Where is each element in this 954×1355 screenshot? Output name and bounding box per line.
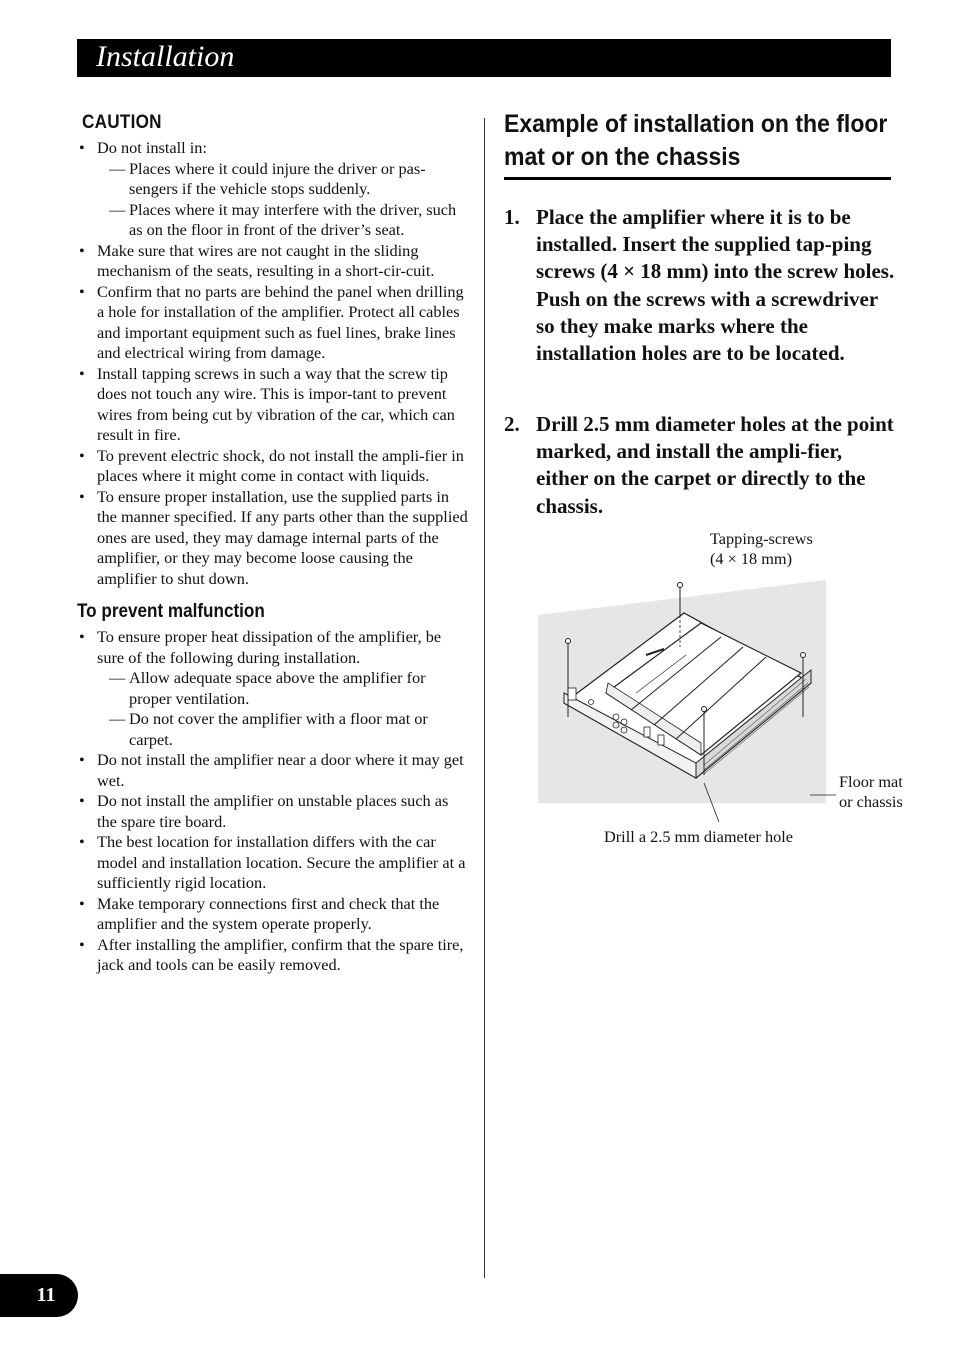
malfunction-item: • The best location for installation differs with the car model and installation location. Secure the amplifier at a sufficiently rigid location. <box>77 832 469 894</box>
malfunction-item-text: To ensure proper heat dissipation of the amplifier, be sure of the following during installation. <box>97 627 442 667</box>
step-number: 2. <box>504 412 520 436</box>
caution-item-text: Do not install in: <box>97 138 207 157</box>
caution-item: • To prevent electric shock, do not install the ampli-fier in places where it might come in contact with liquids. <box>77 446 469 487</box>
heading-rule <box>504 177 891 180</box>
caution-subitem: — Places where it could injure the driver or pas-sengers if the vehicle stops suddenly. <box>97 159 469 200</box>
caution-item: • Install tapping screws in such a way that the screw tip does not touch any wire. This is impor-tant to prevent wires from being cut by vibration of the car, which can result in fire. <box>77 364 469 446</box>
screw-head <box>678 583 683 588</box>
section-title: Installation <box>96 40 235 73</box>
screws-label-line2: (4 × 18 mm) <box>710 549 792 568</box>
drill-label: Drill a 2.5 mm diameter hole <box>604 827 793 846</box>
malfunction-item: • Do not install the amplifier on unstable places such as the spare tire board. <box>77 791 469 832</box>
caution-sublist <box>97 159 469 241</box>
caution-item <box>77 138 469 241</box>
step-text: Place the amplifier where it is to be installed. Insert the supplied tap-ping screws (4 × 18 mm) into the screw holes. Push on the screws with a screwdriver so they make marks where the installation holes are to be located. <box>536 205 895 366</box>
malfunction-subitem: — Allow adequate space above the amplifier for proper ventilation. <box>97 668 469 709</box>
step-2 <box>504 411 896 520</box>
step-number: 1. <box>504 205 520 229</box>
section-header-bar <box>77 39 891 77</box>
malfunction-item: • Do not install the amplifier near a door where it may get wet. <box>77 750 469 791</box>
screw-head <box>566 639 571 644</box>
page-number-tab <box>0 1274 78 1317</box>
example-heading: Example of installation on the floor mat or on the chassis <box>504 110 888 171</box>
connector <box>568 688 576 700</box>
malfunction-item: • After installing the amplifier, confirm that the spare tire, jack and tools can be easily removed. <box>77 935 469 976</box>
screw-head <box>801 653 806 658</box>
malfunction-subitem: — Do not cover the amplifier with a floor mat or carpet. <box>97 709 469 750</box>
caution-item: • To ensure proper installation, use the supplied parts in the manner specified. If any parts other than the supplied ones are used, they may damage internal parts of the amplifier, or they may become loose causing the amplifier to shut down. <box>77 487 469 590</box>
switch <box>644 727 650 737</box>
step-1 <box>504 204 896 367</box>
caution-heading: CAUTION <box>82 112 162 133</box>
malfunction-item <box>77 627 469 750</box>
floor-label-line1: Floor mat <box>839 772 903 791</box>
step-text: Drill 2.5 mm diameter holes at the point marked, and install the ampli-fier, either on the carpet or directly to the chassis. <box>536 412 894 518</box>
column-divider <box>484 118 485 1278</box>
screw-head <box>702 707 707 712</box>
screws-label-line1: Tapping-screws <box>710 529 813 548</box>
switch <box>658 735 664 745</box>
malfunction-heading: To prevent malfunction <box>77 601 265 622</box>
caution-subitem: — Places where it may interfere with the driver, such as on the floor in front of the driver’s seat. <box>97 200 469 241</box>
floor-label-line2: or chassis <box>839 792 903 811</box>
left-column <box>77 112 469 976</box>
caution-item: • Make sure that wires are not caught in the sliding mechanism of the seats, resulting in a short-cir-cuit. <box>77 241 469 282</box>
caution-item: • Confirm that no parts are behind the panel when drilling a hole for installation of the amplifier. Protect all cables and important equipment such as fuel lines, brake lines and electrical wiring from damage. <box>77 282 469 364</box>
caution-list <box>77 138 469 589</box>
malfunction-sublist <box>97 668 469 750</box>
amplifier-installation-illustration <box>536 575 836 830</box>
malfunction-list <box>77 627 469 976</box>
right-column <box>504 108 892 174</box>
malfunction-item: • Make temporary connections first and check that the amplifier and the system operate properly. <box>77 894 469 935</box>
page-number: 11 <box>36 1284 56 1306</box>
